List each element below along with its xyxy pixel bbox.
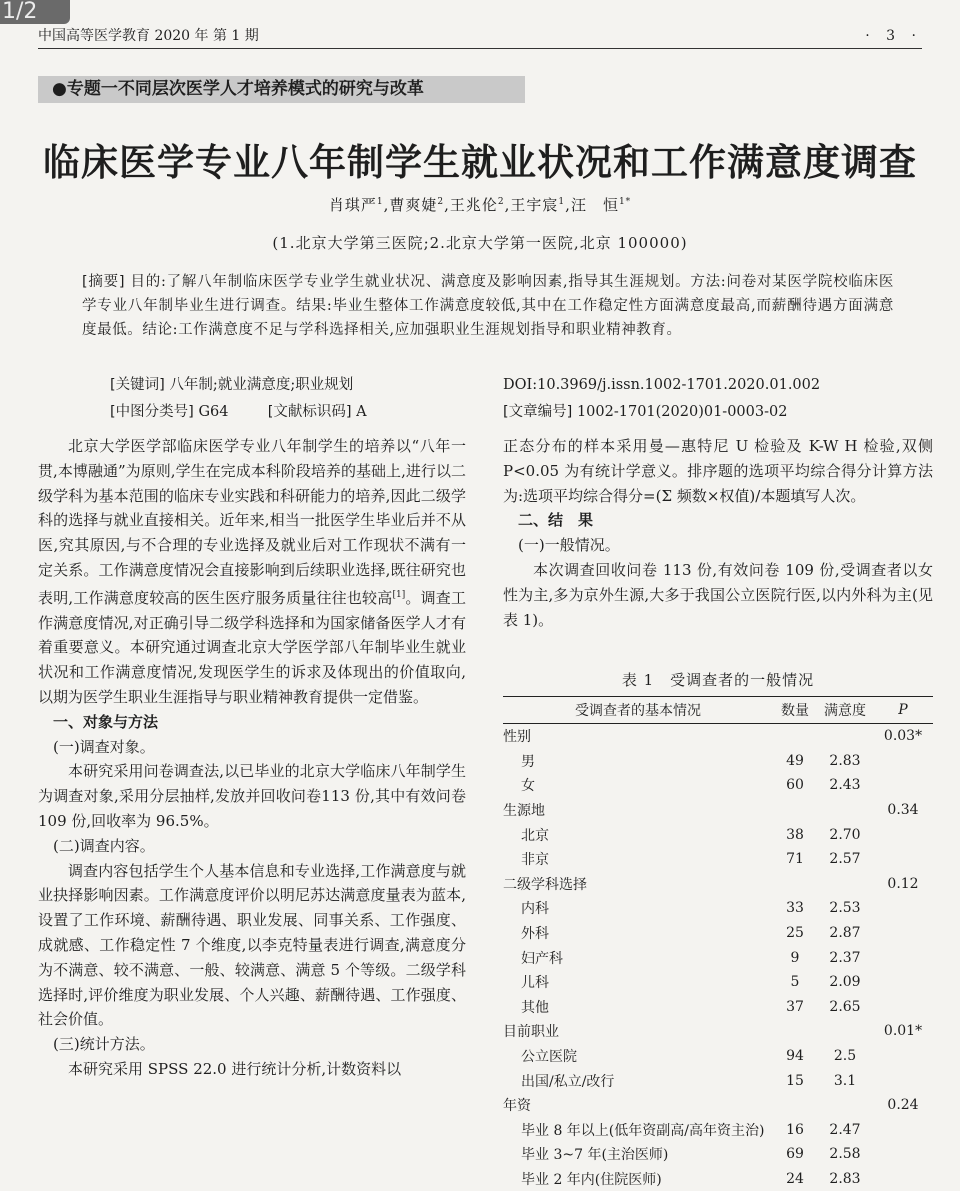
table-cell: 2.53 bbox=[817, 896, 873, 921]
table-row bbox=[503, 773, 933, 798]
author-affiliation-mark: 2 bbox=[437, 197, 444, 207]
author-name: 王兆伦 bbox=[450, 196, 498, 214]
subsection-heading-general: (一)一般情况。 bbox=[503, 533, 933, 558]
table-group-row bbox=[503, 1093, 933, 1118]
table-cell: 0.34 bbox=[873, 798, 933, 823]
table-cell: 女 bbox=[503, 773, 773, 798]
intro-paragraph: 北京大学医学部临床医学专业八年制学生的培养以“八年一贯,本博融通”为原则,学生在完成本科阶段培养的基础上,进行以二级学科为基本范围的临床专业实践和科研能力的培养,因此二级学科的选择与就业直接相关。近年来,相当一批医学生毕业后并不从医,究其原因,与不合理的专业选择及就业后对工作现状不满有一定关系。工作满意度情况会直接影响到后续职业选择,既往研究也表明,工作满意度较高的医生医疗服务质量往往也较高[1]。调查工作满意度情况,对正确引导二级学科选择和为国家储备医学人才有着重要意义。本研究通过调查北京大学医学部八年制毕业生就业状况和工作满意度情况,发现医学生的诉求及体现出的价值取向,以期为医学生职业生涯指导与职业精神教育提供一定借鉴。 bbox=[38, 434, 466, 710]
abstract-text: 目的:了解八年制临床医学专业学生就业状况、满意度及影响因素,指导其生涯规划。方法:问卷对某医学院校临床医学专业八年制毕业生进行调查。结果:毕业生整体工作满意度较低,其中在工作稳定性方面满意度最高,而薪酬待遇方面满意度最低。结论:工作满意度不足与学科选择相关,应加强职业生涯规划指导和职业精神教育。 bbox=[82, 274, 894, 338]
content-paragraph: 调查内容包括学生个人基本信息和专业选择,工作满意度与就业抉择影响因素。工作满意度评价以明尼苏达满意度量表为蓝本,设置了工作环境、薪酬待遇、职业发展、同事关系、工作强度、成就感、工作稳定性 7 个维度,以李克特量表进行调查,满意度分为不满意、较不满意、一般、较满意、满意 5 个等级。二级学科选择时,评价维度为职业发展、个人兴趣、薪酬待遇、工作强度、社会价值。 bbox=[38, 859, 466, 1033]
table-cell bbox=[773, 872, 817, 897]
table-cell: 25 bbox=[773, 921, 817, 946]
clc-label: [中图分类号] bbox=[110, 404, 194, 420]
subjects-paragraph: 本研究采用问卷调查法,以已毕业的北京大学临床八年制学生为调查对象,采用分层抽样,发放并回收问卷113 份,其中有效问卷 109 份,回收率为 96.5%。 bbox=[38, 759, 466, 833]
table-cell bbox=[873, 995, 933, 1020]
author-name: 王宇宸 bbox=[510, 196, 558, 214]
author-list: 肖琪严$^1$,曹爽婕$^2$,王兆伦$^2$,王宇宸$^1$,汪 恒$^{1*}$ bbox=[0, 194, 960, 215]
table-cell: 2.37 bbox=[817, 945, 873, 970]
table-cell: 2.5 bbox=[817, 1044, 873, 1069]
left-column bbox=[38, 434, 466, 1082]
author-affiliation-mark: 1 bbox=[377, 197, 384, 207]
table-row bbox=[503, 749, 933, 774]
table-cell bbox=[873, 1167, 933, 1191]
table-header-cell: 满意度 bbox=[817, 697, 873, 724]
table-cell bbox=[817, 872, 873, 897]
table-row bbox=[503, 995, 933, 1020]
table-cell: 非京 bbox=[503, 847, 773, 872]
table-cell: 15 bbox=[773, 1068, 817, 1093]
table-cell: 男 bbox=[503, 749, 773, 774]
table-cell: 其他 bbox=[503, 995, 773, 1020]
author-name: 曹爽婕 bbox=[389, 196, 437, 214]
table-cell: 60 bbox=[773, 773, 817, 798]
table-row bbox=[503, 847, 933, 872]
table-cell: 2.70 bbox=[817, 822, 873, 847]
table-header-cell: 数量 bbox=[773, 697, 817, 724]
page-number: · 3 · bbox=[865, 26, 922, 46]
subsection-heading-statistics: (三)统计方法。 bbox=[38, 1032, 466, 1057]
table-cell: 性别 bbox=[503, 724, 773, 749]
table-cell: 外科 bbox=[503, 921, 773, 946]
table-cell bbox=[873, 822, 933, 847]
keywords-line bbox=[110, 374, 353, 396]
table-cell: 2.83 bbox=[817, 1167, 873, 1191]
table-cell: 妇产科 bbox=[503, 945, 773, 970]
table-cell bbox=[817, 1093, 873, 1118]
topic-banner: ●专题一不同层次医学人才培养模式的研究与改革 bbox=[38, 76, 525, 103]
subsection-heading-content: (二)调查内容。 bbox=[38, 834, 466, 859]
table-cell: 2.83 bbox=[817, 749, 873, 774]
table-cell: 71 bbox=[773, 847, 817, 872]
table-body bbox=[503, 724, 933, 1191]
table-cell bbox=[873, 1142, 933, 1167]
table-cell: 内科 bbox=[503, 896, 773, 921]
table-cell bbox=[873, 847, 933, 872]
article-number-value: 1002-1701(2020)01-0003-02 bbox=[577, 404, 788, 420]
citation-ref: [1] bbox=[392, 590, 405, 600]
table-cell: 33 bbox=[773, 896, 817, 921]
table-cell: 37 bbox=[773, 995, 817, 1020]
doi-value: DOI:10.3969/j.issn.1002-1701.2020.01.002 bbox=[503, 377, 820, 393]
table-group-row bbox=[503, 1019, 933, 1044]
table-cell bbox=[817, 798, 873, 823]
table-cell: 毕业 3~7 年(主治医师) bbox=[503, 1142, 773, 1167]
clc-value: G64 bbox=[198, 404, 228, 420]
journal-name: 中国高等医学教育 2020 年 第 1 期 bbox=[38, 26, 259, 46]
author-affiliation-mark: 1* bbox=[619, 197, 631, 207]
table-cell: 0.01* bbox=[873, 1019, 933, 1044]
table-row bbox=[503, 1044, 933, 1069]
affiliation: (1.北京大学第三医院;2.北京大学第一医院,北京 100000) bbox=[0, 232, 960, 253]
table-row bbox=[503, 1167, 933, 1191]
table-cell bbox=[873, 1068, 933, 1093]
table-cell: 5 bbox=[773, 970, 817, 995]
table-cell: 生源地 bbox=[503, 798, 773, 823]
table-header-cell: 受调查者的基本情况 bbox=[503, 697, 773, 724]
table-cell bbox=[873, 945, 933, 970]
table-cell bbox=[873, 1118, 933, 1143]
table-cell: 2.87 bbox=[817, 921, 873, 946]
table-cell: 毕业 2 年内(住院医师) bbox=[503, 1167, 773, 1191]
running-header bbox=[38, 26, 922, 49]
article-number-label: [文章编号] bbox=[503, 404, 572, 420]
table-header-cell: P bbox=[873, 697, 933, 724]
table-cell bbox=[773, 798, 817, 823]
table-cell: 目前职业 bbox=[503, 1019, 773, 1044]
table-cell: 毕业 8 年以上(低年资副高/高年资主治) bbox=[503, 1118, 773, 1143]
table-cell: 出国/私立/改行 bbox=[503, 1068, 773, 1093]
keywords-value: 八年制;就业满意度;职业规划 bbox=[169, 377, 353, 393]
statistics-continued-paragraph: 正态分布的样本采用曼—惠特尼 U 检验及 K-W H 检验,双侧 P<0.05 为有统计学意义。排序题的选项平均综合得分计算方法为:选项平均综合得分=(Σ 频数×权值)/本题填写人次。 bbox=[503, 434, 933, 508]
table-cell: 0.03* bbox=[873, 724, 933, 749]
table-caption: 表 1 受调查者的一般情况 bbox=[503, 669, 933, 690]
table-group-row bbox=[503, 872, 933, 897]
table-cell: 16 bbox=[773, 1118, 817, 1143]
doi-line bbox=[503, 374, 820, 396]
table-cell bbox=[773, 1019, 817, 1044]
table-group-row bbox=[503, 798, 933, 823]
table-cell: 49 bbox=[773, 749, 817, 774]
table-group-row bbox=[503, 724, 933, 749]
table-cell bbox=[873, 773, 933, 798]
table-cell bbox=[873, 1044, 933, 1069]
section-heading-results: 二、结 果 bbox=[503, 508, 933, 533]
doc-code-value: A bbox=[356, 404, 366, 420]
author-name: 汪 恒 bbox=[571, 196, 619, 214]
table-cell bbox=[817, 724, 873, 749]
table-cell: 69 bbox=[773, 1142, 817, 1167]
article-title: 临床医学专业八年制学生就业状况和工作满意度调查 bbox=[0, 132, 960, 186]
table-cell: 2.58 bbox=[817, 1142, 873, 1167]
table-row bbox=[503, 822, 933, 847]
table-row bbox=[503, 1118, 933, 1143]
abstract-label: [摘要] bbox=[82, 274, 125, 290]
table-cell: 年资 bbox=[503, 1093, 773, 1118]
table-cell: 2.47 bbox=[817, 1118, 873, 1143]
table-cell bbox=[873, 970, 933, 995]
author-affiliation-mark: 2 bbox=[498, 197, 505, 207]
table-cell: 24 bbox=[773, 1167, 817, 1191]
section-heading-methods: 一、对象与方法 bbox=[38, 710, 466, 735]
table-cell bbox=[873, 896, 933, 921]
table-cell: 2.43 bbox=[817, 773, 873, 798]
classification-line bbox=[110, 401, 367, 423]
doc-code-label: [文献标识码] bbox=[268, 404, 352, 420]
table-cell: 0.12 bbox=[873, 872, 933, 897]
keywords-label: [关键词] bbox=[110, 377, 165, 393]
general-paragraph: 本次调查回收问卷 113 份,有效问卷 109 份,受调查者以女性为主,多为京外生源,大多于我国公立医院行医,以内外科为主(见表 1)。 bbox=[503, 558, 933, 632]
subsection-heading-subjects: (一)调查对象。 bbox=[38, 735, 466, 760]
table-cell: 0.24 bbox=[873, 1093, 933, 1118]
table-row bbox=[503, 1068, 933, 1093]
right-column bbox=[503, 434, 933, 632]
table-row bbox=[503, 921, 933, 946]
table-cell: 38 bbox=[773, 822, 817, 847]
table-cell: 北京 bbox=[503, 822, 773, 847]
author-name: 肖琪严 bbox=[329, 196, 377, 214]
table-cell: 2.65 bbox=[817, 995, 873, 1020]
page-counter-badge: 1/2 bbox=[0, 0, 70, 24]
table-cell bbox=[873, 749, 933, 774]
table-cell: 94 bbox=[773, 1044, 817, 1069]
article-number-line bbox=[503, 401, 787, 423]
table-cell bbox=[817, 1019, 873, 1044]
table-row bbox=[503, 896, 933, 921]
table-cell bbox=[773, 724, 817, 749]
author-affiliation-mark: 1 bbox=[558, 197, 565, 207]
table-cell: 儿科 bbox=[503, 970, 773, 995]
table-row bbox=[503, 1142, 933, 1167]
table-cell: 9 bbox=[773, 945, 817, 970]
table-row bbox=[503, 970, 933, 995]
abstract bbox=[82, 270, 894, 342]
table-cell: 二级学科选择 bbox=[503, 872, 773, 897]
table-header-row bbox=[503, 697, 933, 724]
table-cell: 2.57 bbox=[817, 847, 873, 872]
table-cell bbox=[773, 1093, 817, 1118]
statistics-paragraph: 本研究采用 SPSS 22.0 进行统计分析,计数资料以 bbox=[38, 1057, 466, 1082]
table-cell bbox=[873, 921, 933, 946]
table-row bbox=[503, 945, 933, 970]
table-cell: 公立医院 bbox=[503, 1044, 773, 1069]
table-cell: 3.1 bbox=[817, 1068, 873, 1093]
table-1 bbox=[503, 696, 933, 1191]
table-cell: 2.09 bbox=[817, 970, 873, 995]
